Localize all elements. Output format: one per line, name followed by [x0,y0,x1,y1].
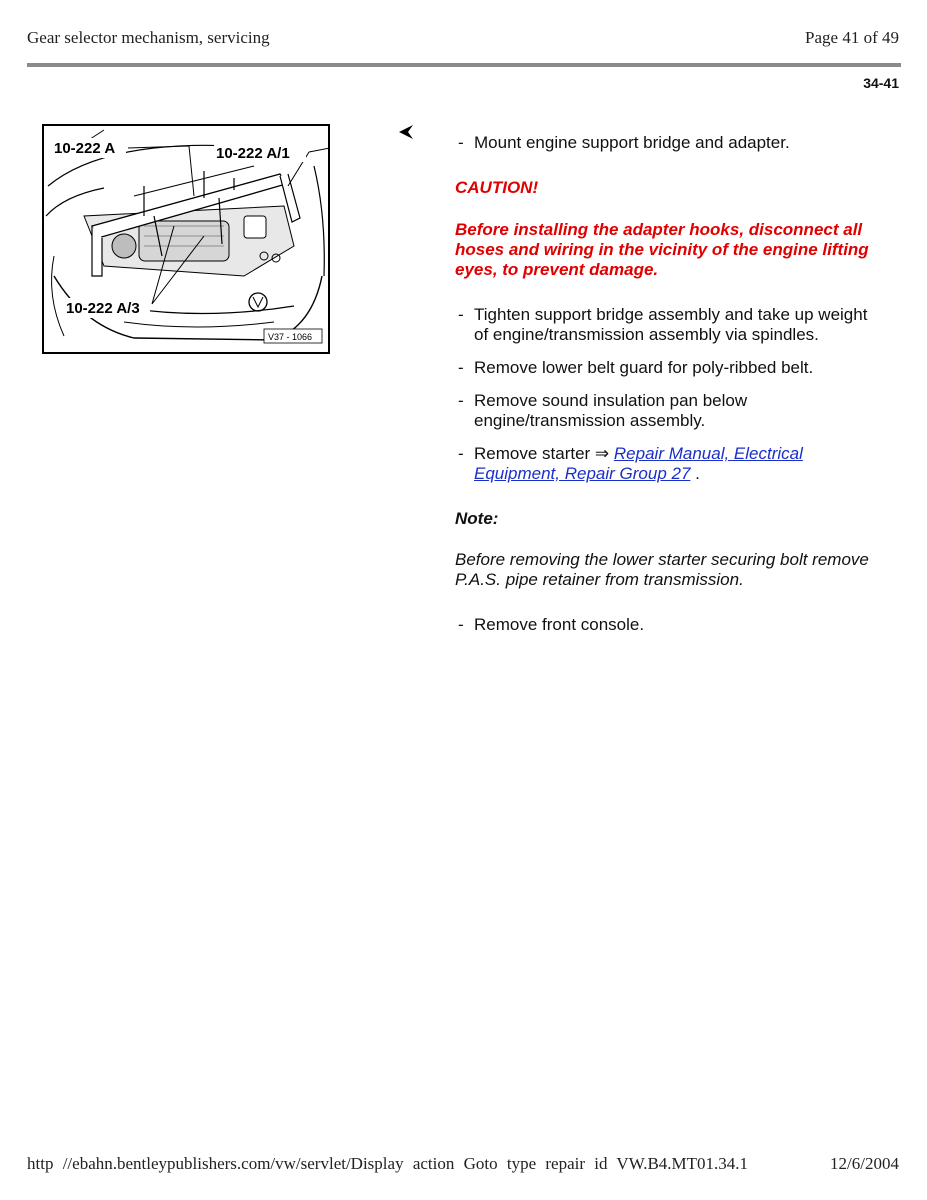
step-remove-insulation-pan [455,391,885,431]
step-tighten-bridge [455,305,885,345]
step-text: Remove sound insulation pan below engine/transmission assembly. [474,391,748,430]
callout-10-222-a: 10-222 A [54,140,116,157]
step-text: Tighten support bridge assembly and take up weight of engine/transmission assembly via spindles. [474,305,868,344]
step-dash: - [458,133,464,152]
instruction-content [455,133,885,635]
note-heading: Note: [455,509,499,528]
step-text: Remove front console. [474,615,645,634]
step-dash: - [458,305,464,324]
step-text: Remove lower belt guard for poly-ribbed belt. [474,358,814,377]
callout-10-222-a1: 10-222 A/1 [216,145,290,162]
step-remove-front-console [455,615,885,635]
caution-text: Before installing the adapter hooks, disconnect all hoses and wiring in the vicinity of the engine lifting eyes, to prevent damage. [455,220,869,279]
note-text: Before removing the lower starter securing bolt remove P.A.S. pipe retainer from transmission. [455,550,869,589]
step-text: Mount engine support bridge and adapter. [474,133,790,152]
image-code: V37 - 1066 [268,332,313,342]
footer-date: 12/6/2004 [830,1154,899,1173]
callout-10-222-a3: 10-222 A/3 [66,300,140,317]
step-dash: - [458,615,464,634]
step-dash: - [458,358,464,377]
step-text: Remove starter ⇒ [474,444,614,463]
caution-heading: CAUTION! [455,178,539,197]
footer-url: http //ebahn.bentleypublishers.com/vw/servlet/Display action Goto type repair id VW.B4.MT01.34.1 [27,1154,749,1173]
section-number: 34-41 [863,75,899,91]
step-text-suffix: . [690,464,700,483]
engine-support-illustration [42,124,330,354]
step-dash: - [458,391,464,410]
step-remove-starter [455,444,885,484]
document-title: Gear selector mechanism, servicing [27,28,270,47]
header-divider [27,63,901,67]
repair-manual-link[interactable]: Repair Manual, Electrical Equipment, Repair Group 27 [474,444,803,483]
step-remove-belt-guard [455,358,885,378]
step-arrow-icon [397,123,415,141]
step-dash: - [458,444,464,463]
page-number: Page 41 of 49 [805,28,899,47]
step-mount-bridge [455,133,885,153]
